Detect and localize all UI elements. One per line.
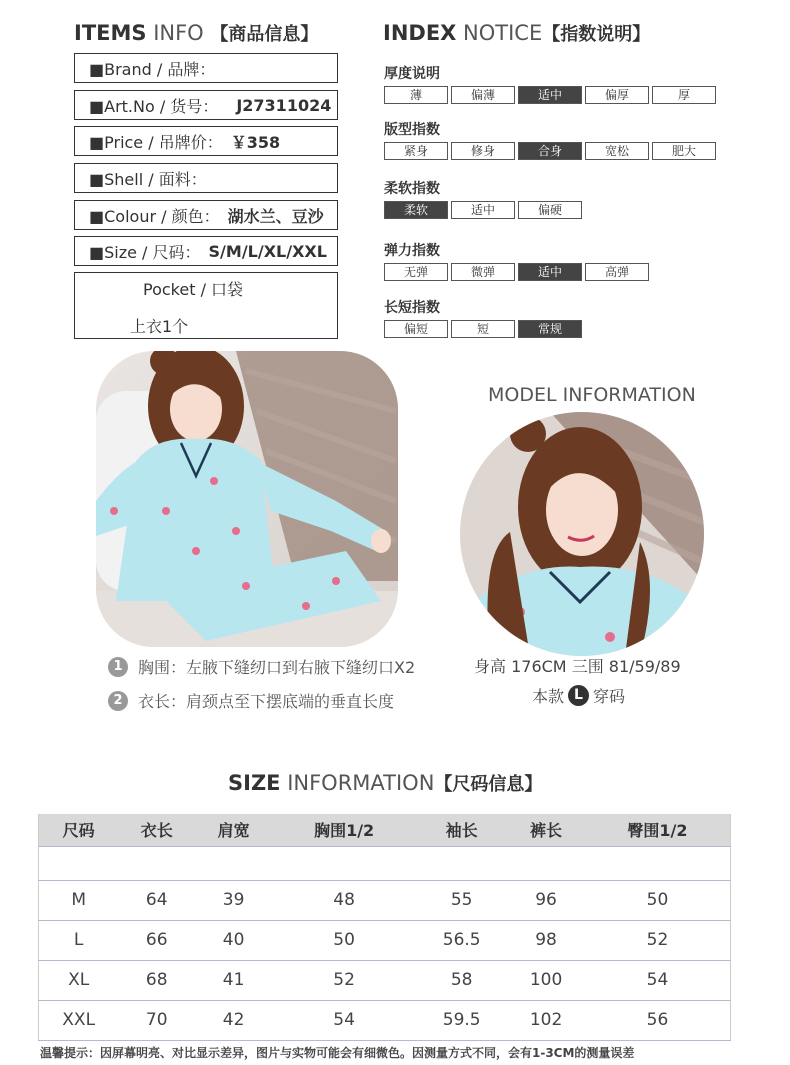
- item-row-label: ■Shell / 面料：: [89, 169, 207, 189]
- index-option: 偏厚: [585, 86, 649, 104]
- item-row-size: [74, 236, 338, 266]
- item-row-shell: [74, 163, 338, 193]
- index-notice-title-light: NOTICE: [463, 21, 543, 45]
- items-info-title-bold: ITEMS: [74, 21, 147, 45]
- index-option: 修身: [451, 142, 515, 160]
- size-header-cell: 衣长: [118, 814, 195, 846]
- table-cell: 70: [118, 1000, 195, 1040]
- table-cell: M: [39, 880, 119, 920]
- size-info-title-cn: 【尺码信息】: [434, 774, 543, 795]
- index-option-selected: 合身: [518, 142, 582, 160]
- item-row-value: ￥358: [230, 132, 281, 152]
- item-row-label: ■Size / 尺码：: [89, 242, 201, 262]
- table-cell: 58: [416, 960, 507, 1000]
- index-notice-title-cn: 【指数说明】: [542, 24, 651, 45]
- table-cell: L: [39, 920, 119, 960]
- index-option: 紧身: [384, 142, 448, 160]
- table-cell: 59.5: [416, 1000, 507, 1040]
- table-cell: 41: [195, 960, 272, 1000]
- index-option: 适中: [451, 201, 515, 219]
- size-header-cell: 肩宽: [195, 814, 272, 846]
- table-row: [39, 960, 731, 1000]
- table-cell: 102: [507, 1000, 585, 1040]
- table-cell: 55: [416, 880, 507, 920]
- index-group-label: 弹力指数: [384, 243, 440, 259]
- size-info-title: [228, 770, 542, 796]
- index-notice-title: [383, 20, 650, 46]
- model-size-letter-badge: L: [568, 685, 589, 706]
- measure-note-text: 衣长：肩颈点至下摆底端的垂直长度: [138, 692, 395, 711]
- measure-number-badge: 1: [108, 657, 128, 677]
- table-cell: 96: [507, 880, 585, 920]
- model-portrait-illustration: [460, 412, 704, 656]
- items-info-title-cn: 【商品信息】: [210, 24, 319, 45]
- table-row: [39, 880, 731, 920]
- table-row: [39, 920, 731, 960]
- table-cell: 40: [195, 920, 272, 960]
- table-row: [39, 1000, 731, 1040]
- index-group-options: [384, 201, 582, 219]
- index-option: 高弹: [585, 263, 649, 281]
- index-group-label: 厚度说明: [384, 66, 440, 82]
- item-row-label: ■Colour / 颜色：: [89, 206, 220, 226]
- size-header-cell: 尺码: [39, 814, 119, 846]
- index-option: 厚: [652, 86, 716, 104]
- model-full-body-illustration: [96, 351, 398, 647]
- item-row-value: J27311024: [236, 95, 332, 115]
- model-photo-main: [96, 351, 398, 647]
- footnote: 温馨提示：因屏幕明亮、对比显示差异，图片与实物可能会有细微色。因测量方式不同，会有1-3CM的测量误差: [40, 1046, 635, 1060]
- pocket-value: 上衣1个: [130, 317, 189, 336]
- measure-number-badge: 2: [108, 691, 128, 711]
- item-row-price: [74, 126, 338, 156]
- model-stats: 身高 176CM 三围 81/59/89: [474, 657, 681, 676]
- index-group-options: [384, 320, 582, 338]
- item-row-art-no: [74, 90, 338, 120]
- measure-note-2: [108, 689, 394, 712]
- items-info-title-light: INFO: [153, 21, 204, 45]
- measure-note-1: [108, 655, 415, 678]
- index-group-options: [384, 142, 716, 160]
- item-row-label: ■Price / 吊牌价：: [89, 132, 223, 152]
- table-cell: 100: [507, 960, 585, 1000]
- index-option: 偏薄: [451, 86, 515, 104]
- index-group-label: 版型指数: [384, 122, 440, 138]
- table-cell: 56: [585, 1000, 731, 1040]
- pocket-label: Pocket / 口袋: [143, 280, 244, 299]
- index-option-selected: 柔软: [384, 201, 448, 219]
- item-row-pocket: [74, 272, 338, 339]
- index-option: 微弹: [451, 263, 515, 281]
- table-cell: 66: [118, 920, 195, 960]
- item-row-brand: [74, 53, 338, 83]
- table-cell: 56.5: [416, 920, 507, 960]
- table-cell: XXL: [39, 1000, 119, 1040]
- item-row-value: 湖水兰、豆沙: [227, 206, 324, 226]
- table-cell: 48: [272, 880, 416, 920]
- index-notice-title-bold: INDEX: [383, 21, 457, 45]
- index-option: 无弹: [384, 263, 448, 281]
- model-info-title: MODEL INFORMATION: [488, 384, 696, 406]
- table-cell: 64: [118, 880, 195, 920]
- index-option: 偏硬: [518, 201, 582, 219]
- size-info-title-light: INFORMATION: [287, 771, 435, 795]
- table-cell: 50: [272, 920, 416, 960]
- index-option-selected: 适中: [518, 263, 582, 281]
- size-info-title-bold: SIZE: [228, 771, 281, 795]
- size-table: [38, 814, 731, 1041]
- index-option-selected: 适中: [518, 86, 582, 104]
- item-row-value: S/M/L/XL/XXL: [208, 241, 327, 261]
- index-option: 偏短: [384, 320, 448, 338]
- size-header-cell: 裤长: [507, 814, 585, 846]
- table-row-empty: [39, 846, 731, 880]
- item-row-label: ■Brand / 品牌：: [89, 59, 216, 79]
- index-group-label: 长短指数: [384, 300, 440, 316]
- model-photo-portrait: [460, 412, 704, 656]
- table-cell: 50: [585, 880, 731, 920]
- index-group-options: [384, 263, 649, 281]
- table-cell: 54: [272, 1000, 416, 1040]
- index-option: 短: [451, 320, 515, 338]
- measure-note-text: 胸围：左腋下缝纫口到右腋下缝纫口X2: [138, 658, 416, 677]
- model-size-prefix: 本款: [532, 687, 565, 706]
- index-group-options: [384, 86, 716, 104]
- table-cell: 52: [585, 920, 731, 960]
- index-option: 肥大: [652, 142, 716, 160]
- item-row-colour: [74, 200, 338, 230]
- table-cell: 54: [585, 960, 731, 1000]
- model-size-line: [532, 684, 625, 707]
- size-header-cell: 袖长: [416, 814, 507, 846]
- table-cell: 52: [272, 960, 416, 1000]
- size-header-cell: 胸围1/2: [272, 814, 416, 846]
- table-cell: XL: [39, 960, 119, 1000]
- table-cell: 39: [195, 880, 272, 920]
- item-row-label: ■Art.No / 货号：: [89, 96, 219, 116]
- index-option: 宽松: [585, 142, 649, 160]
- table-cell: 98: [507, 920, 585, 960]
- table-cell: 42: [195, 1000, 272, 1040]
- model-size-suffix: 穿码: [593, 687, 626, 706]
- items-info-title: [74, 20, 318, 46]
- table-cell: 68: [118, 960, 195, 1000]
- index-group-label: 柔软指数: [384, 181, 440, 197]
- size-table-header: [39, 814, 731, 846]
- size-header-cell: 臀围1/2: [585, 814, 731, 846]
- index-option-selected: 常规: [518, 320, 582, 338]
- index-option: 薄: [384, 86, 448, 104]
